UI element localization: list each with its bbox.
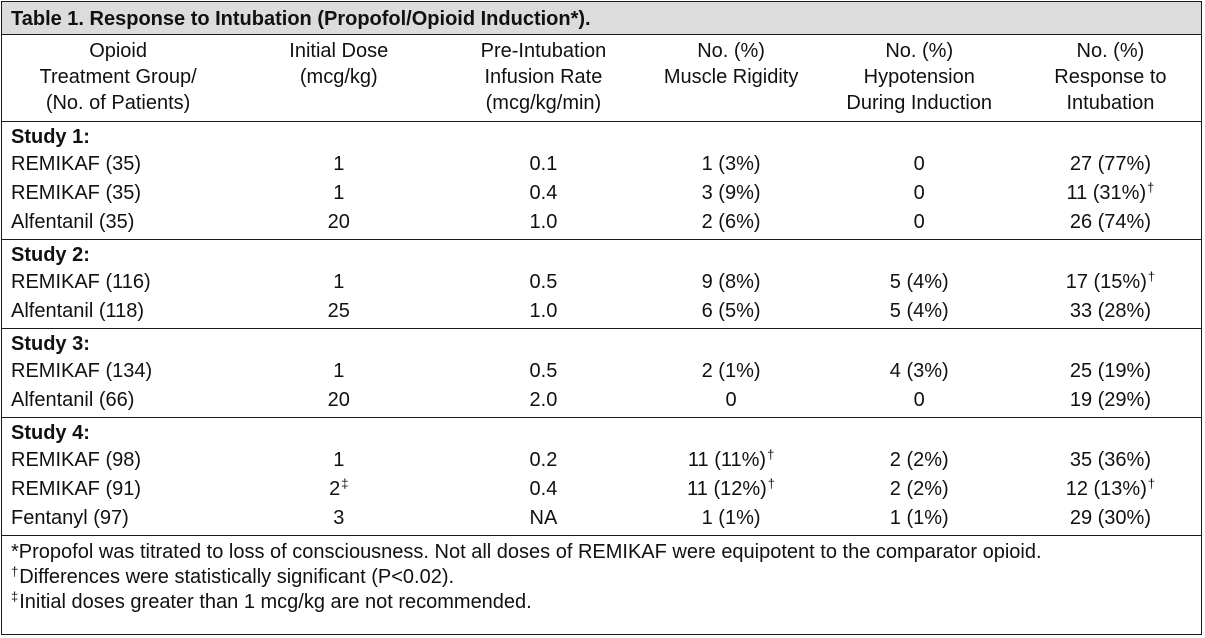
table-cell xyxy=(819,475,1020,504)
table-cell xyxy=(443,357,643,386)
table-row xyxy=(2,208,1201,240)
cell-value: 25 xyxy=(327,300,350,322)
table-title: Table 1. Response to Intubation (Propofol/Opioid Induction*). xyxy=(2,2,1201,35)
table-cell xyxy=(819,446,1020,475)
column-header xyxy=(2,35,234,122)
cell-value: Alfentanil (118) xyxy=(11,300,145,322)
table-cell xyxy=(443,179,643,208)
cell-value: 17 (15%) xyxy=(1065,271,1147,293)
table-cell xyxy=(819,208,1020,240)
table-cell xyxy=(1020,446,1201,475)
cell-value: REMIKAF (98) xyxy=(11,449,142,471)
study-row xyxy=(2,122,1201,151)
table-cell xyxy=(644,386,819,418)
table-cell xyxy=(2,504,234,536)
cell-value: 0 xyxy=(725,389,737,411)
footnote xyxy=(11,590,1192,615)
study-row xyxy=(2,329,1201,358)
cell-value: 6 (5%) xyxy=(701,300,761,322)
table-cell xyxy=(819,150,1020,179)
table-cell xyxy=(234,268,443,297)
column-header-line: (No. of Patients) xyxy=(45,92,191,114)
cell-value: 0 xyxy=(913,389,925,411)
cell-value: 2.0 xyxy=(529,389,558,411)
footnote-text: Differences were statistically significant (P<0.02). xyxy=(19,566,455,588)
column-header-line: (mcg/kg/min) xyxy=(485,92,602,114)
cell-value: 1.0 xyxy=(529,211,558,233)
cell-value: 1 (1%) xyxy=(889,507,949,529)
footnote-symbol: † xyxy=(11,564,19,579)
footnote xyxy=(11,540,1192,565)
cell-value: 9 (8%) xyxy=(701,271,761,293)
cell-value: 26 (74%) xyxy=(1069,211,1151,233)
cell-value: 5 (4%) xyxy=(889,300,949,322)
table-cell xyxy=(1020,268,1201,297)
table-cell xyxy=(2,297,234,329)
table-cell xyxy=(2,446,234,475)
column-header-line: (mcg/kg) xyxy=(299,66,378,88)
table-cell xyxy=(2,475,234,504)
table-cell xyxy=(644,150,819,179)
footnote-text: Initial doses greater than 1 mcg/kg are not recommended. xyxy=(19,591,532,613)
column-header-line: Treatment Group/ xyxy=(39,66,197,88)
cell-value: 1 xyxy=(333,360,345,382)
table-cell xyxy=(644,475,819,504)
table-cell xyxy=(644,297,819,329)
cell-value: 0.2 xyxy=(529,449,558,471)
cell-value: 20 xyxy=(327,211,350,233)
table-cell xyxy=(819,268,1020,297)
table-cell xyxy=(819,297,1020,329)
column-header-line: No. (%) xyxy=(1076,40,1145,62)
table-body xyxy=(2,122,1201,536)
cell-value: 1 (1%) xyxy=(701,507,761,529)
column-header-line: During Induction xyxy=(846,92,993,114)
table-cell xyxy=(2,208,234,240)
column-header-line: Initial Dose xyxy=(289,40,389,62)
table-cell xyxy=(2,268,234,297)
footnotes xyxy=(2,536,1201,615)
table-cell xyxy=(443,504,643,536)
cell-value: 2 (2%) xyxy=(889,478,949,500)
table-cell xyxy=(443,386,643,418)
column-header-line: Infusion Rate xyxy=(484,66,603,88)
cell-value: 1 xyxy=(333,153,345,175)
footnote-mark: † xyxy=(1147,269,1156,284)
cell-value: 2 (1%) xyxy=(701,360,761,382)
table-cell xyxy=(819,386,1020,418)
table-cell xyxy=(2,357,234,386)
table-cell xyxy=(1020,208,1201,240)
table-cell xyxy=(234,208,443,240)
table-cell xyxy=(1020,179,1201,208)
cell-value: 2 (6%) xyxy=(701,211,761,233)
cell-value: Fentanyl (97) xyxy=(11,507,129,529)
cell-value: 11 (12%) xyxy=(687,478,767,500)
table-cell xyxy=(819,179,1020,208)
column-header-line: No. (%) xyxy=(885,40,954,62)
table-cell xyxy=(644,357,819,386)
cell-value: 0 xyxy=(913,211,925,233)
table-cell xyxy=(443,208,643,240)
footnote-text: *Propofol was titrated to loss of consciousness. Not all doses of REMIKAF were equipotent to the comparator opioid. xyxy=(11,541,1042,563)
table-cell xyxy=(819,504,1020,536)
table-cell xyxy=(2,386,234,418)
column-header-line: Opioid xyxy=(89,40,147,62)
table-row xyxy=(2,386,1201,418)
table-cell xyxy=(234,357,443,386)
table-cell xyxy=(1020,150,1201,179)
cell-value: 1 xyxy=(333,182,345,204)
table-cell xyxy=(443,150,643,179)
table-row xyxy=(2,446,1201,475)
cell-value: 0 xyxy=(913,182,925,204)
cell-value: 1 (3%) xyxy=(701,153,761,175)
study-label: Study 4: xyxy=(11,422,90,444)
footnote-symbol: ‡ xyxy=(11,589,19,604)
table-row xyxy=(2,297,1201,329)
cell-value: 35 (36%) xyxy=(1069,449,1151,471)
table-frame xyxy=(1,1,1202,635)
cell-value: REMIKAF (35) xyxy=(11,182,142,204)
cell-value: 29 (30%) xyxy=(1069,507,1151,529)
cell-value: 0.1 xyxy=(529,153,558,175)
table-cell xyxy=(2,150,234,179)
cell-value: 19 (29%) xyxy=(1069,389,1151,411)
footnote-mark: † xyxy=(1147,180,1155,195)
footnote-mark: † xyxy=(767,476,776,491)
column-header xyxy=(234,35,443,122)
footnote-mark: ‡ xyxy=(341,476,349,491)
table-cell xyxy=(644,179,819,208)
table-cell xyxy=(234,446,443,475)
cell-value: REMIKAF (116) xyxy=(11,271,151,293)
table-cell xyxy=(443,297,643,329)
cell-value: REMIKAF (35) xyxy=(11,153,142,175)
table-row xyxy=(2,179,1201,208)
cell-value: 0.5 xyxy=(529,271,558,293)
table-cell xyxy=(644,208,819,240)
study-label: Study 1: xyxy=(11,126,90,148)
cell-value: 4 (3%) xyxy=(889,360,949,382)
column-header-line: Pre-Intubation xyxy=(480,40,607,62)
cell-value: 27 (77%) xyxy=(1069,153,1151,175)
table-cell xyxy=(234,386,443,418)
cell-value: 1 xyxy=(333,271,345,293)
table-cell xyxy=(234,179,443,208)
cell-value: 33 (28%) xyxy=(1069,300,1151,322)
table-cell xyxy=(234,297,443,329)
footnote-mark: † xyxy=(767,447,775,462)
cell-value: 12 (13%) xyxy=(1065,478,1147,500)
table-cell xyxy=(443,475,643,504)
cell-value: 1 xyxy=(333,449,345,471)
cell-value: REMIKAF (134) xyxy=(11,360,153,382)
column-header-line: Hypotension xyxy=(863,66,975,88)
table-cell xyxy=(234,150,443,179)
table-cell xyxy=(1020,386,1201,418)
table-row xyxy=(2,268,1201,297)
table-cell xyxy=(644,504,819,536)
cell-value: Alfentanil (35) xyxy=(11,211,135,233)
cell-value: 20 xyxy=(327,389,350,411)
cell-value: 0.4 xyxy=(529,478,558,500)
cell-value: 11 (11%) xyxy=(687,449,767,471)
cell-value: REMIKAF (91) xyxy=(11,478,142,500)
column-header-line: Intubation xyxy=(1066,92,1155,114)
column-header xyxy=(819,35,1020,122)
cell-value: 2 (2%) xyxy=(889,449,949,471)
table-row xyxy=(2,475,1201,504)
cell-value: 1.0 xyxy=(529,300,558,322)
cell-value: 2 xyxy=(329,478,341,500)
column-header-line: No. (%) xyxy=(697,40,765,62)
cell-value: 11 (31%) xyxy=(1066,182,1147,204)
column-header xyxy=(644,35,819,122)
table-cell xyxy=(234,504,443,536)
cell-value: Alfentanil (66) xyxy=(11,389,135,411)
study-label: Study 3: xyxy=(11,333,90,355)
response-table xyxy=(2,35,1201,536)
table-cell xyxy=(1020,504,1201,536)
footnote-mark: † xyxy=(1147,476,1156,491)
study-row xyxy=(2,418,1201,447)
table-cell xyxy=(1020,297,1201,329)
table-cell xyxy=(1020,475,1201,504)
cell-value: 5 (4%) xyxy=(889,271,949,293)
table-cell xyxy=(1020,357,1201,386)
column-header xyxy=(443,35,643,122)
table-cell xyxy=(443,446,643,475)
cell-value: NA xyxy=(529,507,558,529)
table-cell xyxy=(644,268,819,297)
table-cell xyxy=(644,446,819,475)
table-cell xyxy=(2,179,234,208)
header-row xyxy=(2,35,1201,122)
table-cell xyxy=(234,475,443,504)
footnote xyxy=(11,565,1192,590)
cell-value: 0.5 xyxy=(529,360,558,382)
table-cell xyxy=(443,268,643,297)
cell-value: 25 (19%) xyxy=(1069,360,1151,382)
table-cell xyxy=(819,357,1020,386)
column-header xyxy=(1020,35,1201,122)
study-row xyxy=(2,240,1201,269)
table-row xyxy=(2,504,1201,536)
table-row xyxy=(2,357,1201,386)
cell-value: 3 (9%) xyxy=(701,182,761,204)
column-header-line: Muscle Rigidity xyxy=(663,66,799,88)
study-label: Study 2: xyxy=(11,244,90,266)
cell-value: 0.4 xyxy=(529,182,558,204)
cell-value: 0 xyxy=(913,153,925,175)
cell-value: 3 xyxy=(333,507,345,529)
table-row xyxy=(2,150,1201,179)
column-header-line: Response to xyxy=(1054,66,1167,88)
table-header xyxy=(2,35,1201,122)
